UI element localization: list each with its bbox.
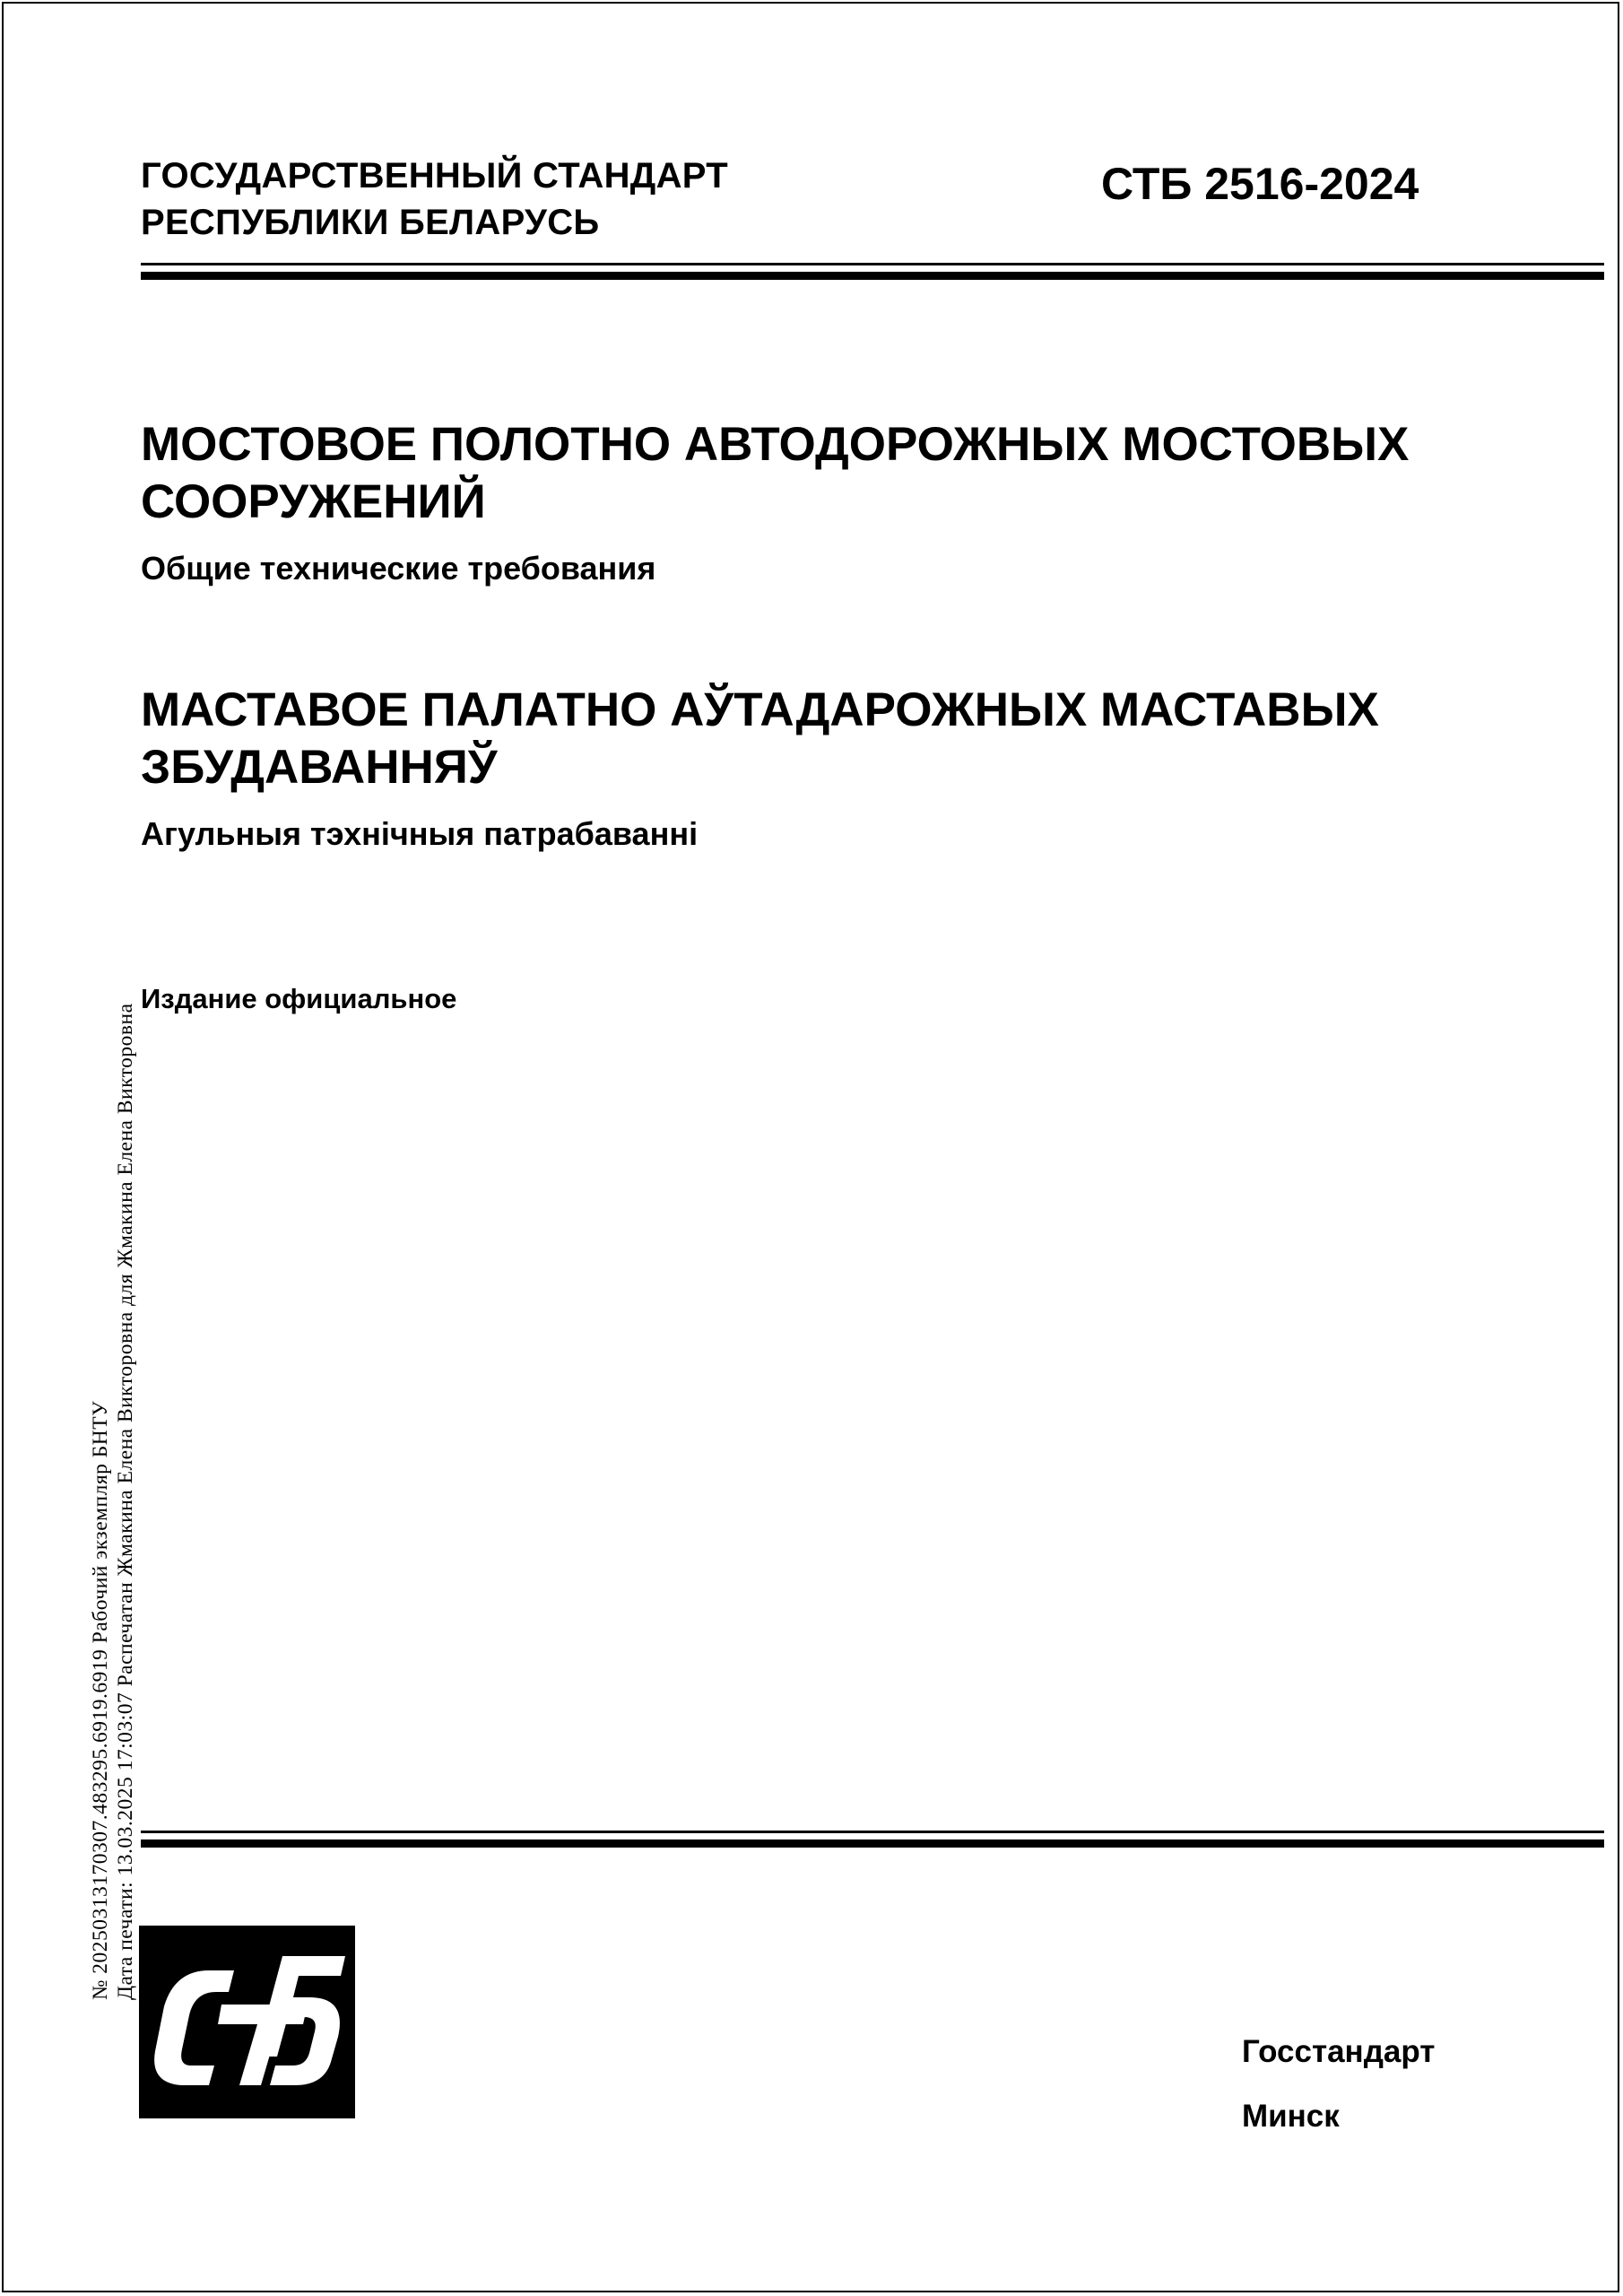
header-rule-thin	[141, 263, 1604, 265]
side-stamp-line-1: № 20250313170307.483295.6919.6919 Рабочий экземпляр БНТУ	[89, 1400, 112, 2000]
stb-logo-icon	[139, 1926, 355, 2118]
title-russian	[141, 416, 1409, 588]
footer-rule-thin	[141, 1831, 1604, 1833]
publisher-name: Госстандарт	[1242, 2034, 1436, 2069]
publisher-block	[1242, 2020, 1435, 2149]
title-ru-line-1: МОСТОВОЕ ПОЛОТНО АВТОДОРОЖНЫХ МОСТОВЫХ	[141, 418, 1410, 471]
stb-logo	[139, 1926, 355, 2118]
side-stamp	[88, 1003, 138, 2000]
header-line-2: РЕСПУБЛИКИ БЕЛАРУСЬ	[141, 203, 600, 242]
edition-label: Издание официальное	[141, 983, 457, 1014]
title-ru-line-2: СООРУЖЕНИЙ	[141, 475, 486, 528]
header-line-1: ГОСУДАРСТВЕННЫЙ СТАНДАРТ	[141, 156, 728, 196]
standard-header	[141, 152, 728, 246]
publisher-city: Минск	[1242, 2099, 1340, 2134]
footer-rule-thick	[141, 1839, 1604, 1848]
side-stamp-line-2: Дата печати: 13.03.2025 17:03:07 Распечатан Жмакина Елена Викторовна для Жмакина Елена Викторовна	[114, 1003, 137, 2000]
header-rule-thick	[141, 272, 1604, 280]
title-by-line-2: ЗБУДАВАННЯЎ	[141, 741, 498, 794]
standard-code: СТБ 2516-2024	[1101, 159, 1419, 209]
subtitle-by: Агульныя тэхнічныя патрабаванні	[141, 815, 699, 852]
title-belarusian	[141, 682, 1379, 854]
title-by-line-1: МАСТАВОЕ ПАЛАТНО АЎТАДАРОЖНЫХ МАСТАВЫХ	[141, 683, 1379, 736]
subtitle-ru: Общие технические требования	[141, 550, 656, 587]
